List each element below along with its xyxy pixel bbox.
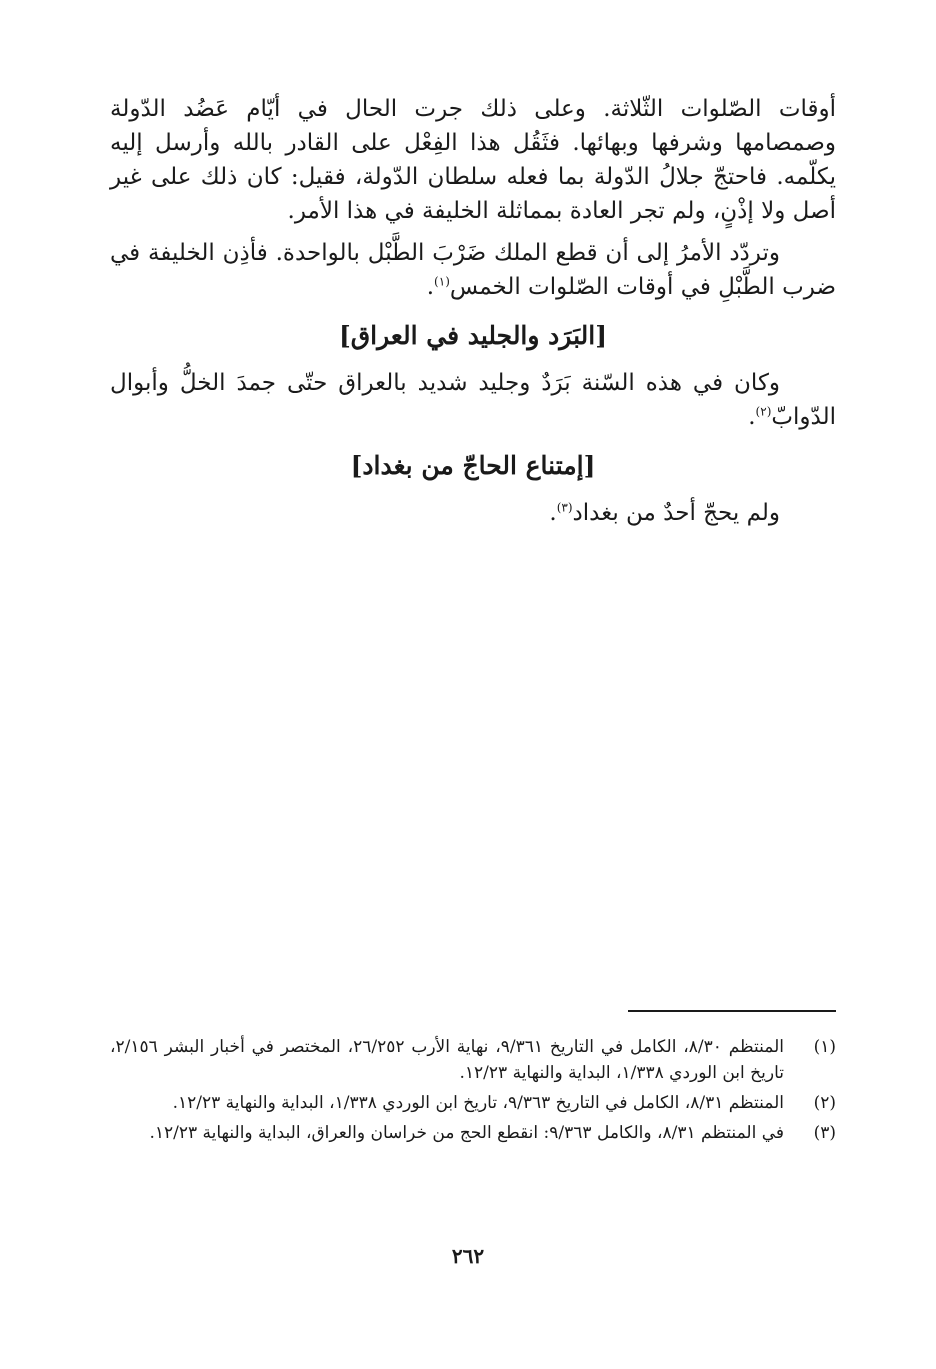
footnote-ref-2[interactable]: (٢)	[755, 404, 772, 419]
paragraph-1	[110, 92, 836, 228]
paragraph-1-text: أوقات الصّلوات الثّلاثة. وعلى ذلك جرت الحال في أيّام عَضُد الدّولة وصمصامها وشرفها وبهائها. فثَقُل هذا الفِعْل على القادر بالله وأرسل إليه يكلّمه. فاحتجّ جلالُ الدّولة بما فعله سلطان الدّولة، فقيل: كان ذلك على غير أصل ولا إذْنٍ، ولم تجر العادة بمماثلة الخليفة في هذا الأمر.	[110, 96, 836, 224]
paragraph-3-end: .	[748, 404, 756, 430]
paragraph-4-end: .	[549, 500, 557, 526]
page-body	[110, 92, 836, 1362]
footnote-number: (٣)	[813, 1123, 836, 1143]
footnote-number: (١)	[813, 1037, 836, 1057]
paragraph-4-text: ولم يحجّ أحدٌ من بغداد	[572, 500, 780, 526]
footnote-number: (٢)	[813, 1093, 836, 1113]
footnote-ref-3[interactable]: (٣)	[556, 500, 573, 515]
footnote-2	[110, 1090, 836, 1116]
paragraph-3-text: وكان في هذه السّنة بَرَدٌ وجليد شديد بالعراق حتّى جمدَ الخلُّ وأبوال الدّوابّ	[110, 370, 836, 430]
footnotes-section	[110, 1010, 836, 1150]
section-heading-hajj: [إمتناع الحاجّ من بغداد]	[350, 451, 596, 480]
paragraph-2-text: وتردّد الأمرُ إلى أن قطع الملك ضَرْبَ الطَّبْل بالواحدة. فأذِن الخليفة في ضرب الطَّبْلِ في أوقات الصّلوات الخمس	[110, 240, 836, 300]
footnote-ref-1[interactable]: (١)	[434, 274, 450, 289]
page-number: ٢٦٢	[451, 1244, 485, 1268]
footnote-text: المنتظم ٨/٣٠، الكامل في التاريخ ٩/٣٦١، نهاية الأرب ٢٦/٢٥٢، المختصر في أخبار البشر ٢/١٥٦، تاريخ ابن الوردي ١/٣٣٨، البداية والنهاية ١٢/٢٣.	[110, 1037, 784, 1083]
footnote-text: في المنتظم ٨/٣١، والكامل ٩/٣٦٣: انقطع الحج من خراسان والعراق، البداية والنهاية ١٢/٢٣.	[149, 1123, 784, 1143]
section-heading-cold: [البَرَد والجليد في العراق]	[338, 321, 608, 350]
footnote-1	[110, 1034, 836, 1086]
paragraph-2-end: .	[426, 274, 435, 300]
footnote-text: المنتظم ٨/٣١، الكامل في التاريخ ٩/٣٦٣، تاريخ ابن الوردي ١/٣٣٨، البداية والنهاية ١٢/٢٣.	[172, 1093, 784, 1113]
footnote-3	[110, 1120, 836, 1146]
footnote-divider	[628, 1010, 836, 1012]
paragraph-2	[110, 236, 836, 304]
paragraph-4	[110, 496, 836, 530]
paragraph-3	[110, 366, 836, 434]
